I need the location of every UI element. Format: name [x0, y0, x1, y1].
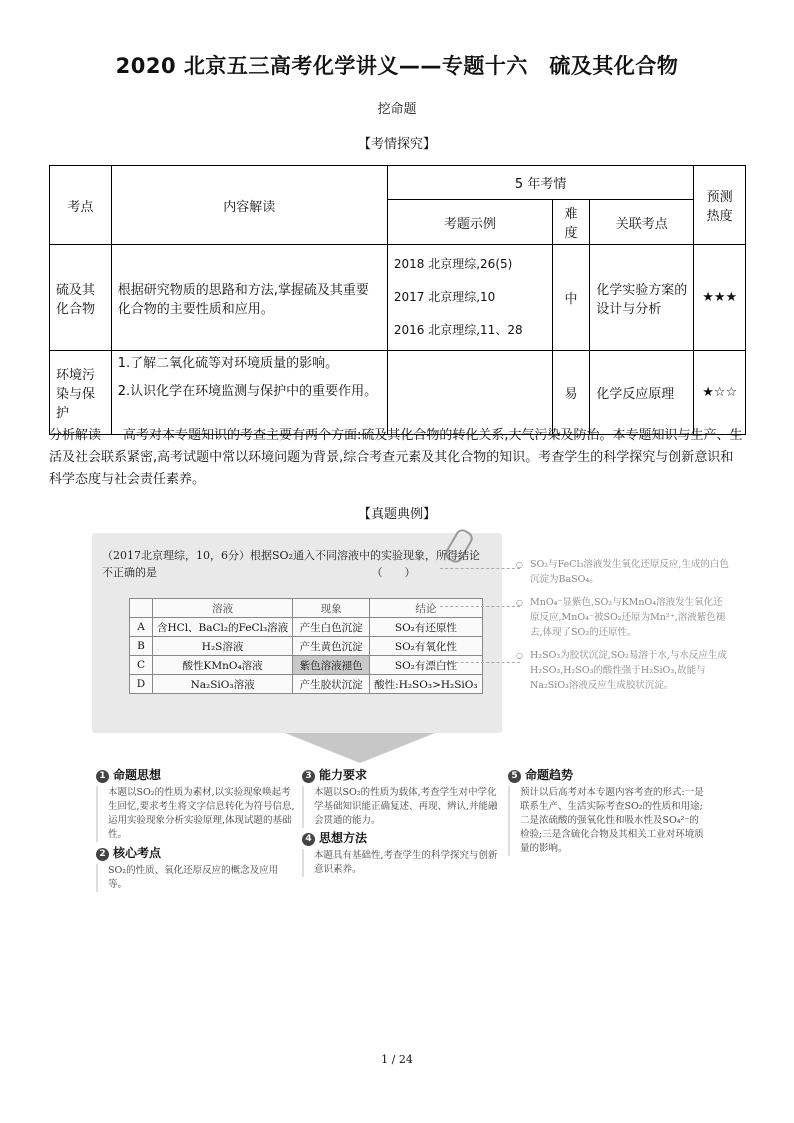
- annotation-note: ○ SO₂与FeCl₃溶液发生氧化还原反应,生成的白色沉淀为BaSO₄。: [520, 557, 730, 587]
- content-cell: 根据研究物质的思路和方法,掌握硫及其重要化合物的主要性质和应用。: [111, 245, 387, 351]
- block-title: 命题思想: [113, 768, 162, 782]
- annotation-note: ○ MnO₄⁻显紫色,SO₂与KMnO₄溶液发生氧化还原反应,MnO₄⁻被SO₂还原为Mn²⁺,溶液紫色褪去,体现了SO₂的还原性。: [520, 595, 730, 640]
- option-phenomenon: 产生黄色沉淀: [293, 637, 370, 656]
- number-badge: 3: [302, 770, 315, 783]
- option-row-d: [130, 675, 483, 694]
- down-arrow-icon: [285, 733, 435, 763]
- option-solution: H₂S溶液: [153, 637, 293, 656]
- header-point: 考点: [50, 166, 112, 245]
- examples-cell: [387, 351, 552, 435]
- block-title: 能力要求: [319, 768, 368, 782]
- block-text: SO₂的性质、氧化还原反应的概念及应用等。: [96, 864, 296, 892]
- option-solution: 酸性KMnO₄溶液: [153, 656, 293, 675]
- example-item: 2017 北京理综,10: [393, 290, 496, 304]
- example-card: [92, 533, 502, 733]
- note-connector: [440, 662, 520, 663]
- table-row: [50, 245, 746, 351]
- difficulty-cell: 中: [552, 245, 589, 351]
- annotation-note: ○ H₂SO₃为胶状沉淀,SO₂易溶于水,与水反应生成H₂SO₃,H₂SO₃的酸性强于H₂SiO₃,故能与Na₂SiO₃溶液反应生成胶状沉淀。: [520, 648, 730, 693]
- opt-header: [130, 599, 153, 618]
- forecast-stars: ★☆☆: [694, 351, 746, 435]
- block-text: 预计以后高考对本专题内容考查的形式:一是联系生产、生活实际考查SO₂的性质和用途;二是浓硫酸的强氧化性和吸水性及SO₄²⁻的检验;三是含硫化合物及其相关工业对环境质量的影响。: [508, 786, 708, 856]
- example-item: 2016 北京理综,11、28: [393, 323, 523, 337]
- subtitle: 挖命题: [377, 102, 417, 117]
- opt-header: 现象: [293, 599, 370, 618]
- number-badge: 2: [96, 848, 109, 861]
- option-row-c: [130, 656, 483, 675]
- table-row: [50, 351, 746, 435]
- example-question: （2017北京理综，10，6分）根据SO₂通入不同溶液中的实验现象，所得结论不正确的是 （ ）: [102, 549, 480, 579]
- header-related: 关联考点: [590, 200, 694, 245]
- option-row-a: [130, 618, 483, 637]
- block-title: 思想方法: [319, 831, 368, 845]
- opt-header: 溶液: [153, 599, 293, 618]
- header-difficulty: 难度: [552, 200, 589, 245]
- block-title: 核心考点: [113, 846, 162, 860]
- option-letter: B: [130, 637, 153, 656]
- header-example: 考题示例: [387, 200, 552, 245]
- page-number: 1 / 24: [381, 1053, 413, 1066]
- document-title: 2020 北京五三高考化学讲义——专题十六 硫及其化合物: [115, 54, 679, 78]
- header-content: 内容解读: [111, 166, 387, 245]
- block-text: 本题以SO₂的性质为载体,考查学生对中学化学基础知识能正确复述、再现、辨认,并能融会贯通的能力。: [302, 786, 498, 828]
- opt-header: 结论: [370, 599, 482, 618]
- examples-cell: [387, 245, 552, 351]
- number-badge: 4: [302, 833, 315, 846]
- analysis-label: 分析解读: [49, 428, 102, 443]
- option-letter: A: [130, 618, 153, 637]
- section-heading-zhenti: 【真题典例】: [357, 507, 436, 522]
- option-solution: 含HCl、BaCl₂的FeCl₃溶液: [153, 618, 293, 637]
- block-title: 命题趋势: [525, 768, 574, 782]
- note-connector: [440, 606, 520, 607]
- example-item: 2018 北京理综,26(5): [393, 257, 513, 271]
- option-phenomenon: 产生白色沉淀: [293, 618, 370, 637]
- point-cell: 硫及其化合物: [50, 245, 112, 351]
- point-cell: 环境污染与保护: [50, 351, 112, 435]
- header-forecast: 预测热度: [694, 166, 746, 245]
- block-mingti-qushi: [508, 768, 708, 856]
- option-letter: D: [130, 675, 153, 694]
- block-text: 本题以SO₂的性质为素材,以实验现象唤起考生回忆,要求考生将文字信息转化为符号信息,运用实验现象分析实验原理,体现试题的基础性。: [96, 786, 296, 842]
- header-5years: 5 年考情: [387, 166, 694, 200]
- option-conclusion: SO₂有氧化性: [370, 637, 482, 656]
- option-phenomenon: 产生胶状沉淀: [293, 675, 370, 694]
- option-phenomenon: 紫色溶液褪色: [293, 656, 370, 675]
- exam-analysis-table: [49, 165, 746, 435]
- block-text: 本题具有基础性,考查学生的科学探究与创新意识素养。: [302, 849, 498, 877]
- forecast-stars: ★★★: [694, 245, 746, 351]
- option-conclusion: SO₂有漂白性: [370, 656, 482, 675]
- number-badge: 5: [508, 770, 521, 783]
- note-connector: [440, 568, 520, 569]
- analysis-text: 高考对本专题知识的考查主要有两个方面:硫及其化合物的转化关系,大气污染及防治。本专题知识与生产、生活及社会联系紧密,高考试题中常以环境问题为背景,综合考查元素及其化合物的知识。考查学生的科学探究与创新意识和科学态度与社会责任素养。: [49, 428, 743, 487]
- options-table: [129, 598, 483, 694]
- annotation-notes: [520, 557, 730, 701]
- option-letter: C: [130, 656, 153, 675]
- section-heading-kaoqing: 【考情探究】: [357, 137, 436, 152]
- content-line: 2.认识化学在环境监测与保护中的重要作用。: [117, 384, 378, 399]
- content-cell: [111, 351, 387, 435]
- option-conclusion: 酸性:H₂SO₃>H₂SiO₃: [370, 675, 482, 694]
- block-hexin-kaodian: [96, 846, 296, 892]
- analysis-paragraph: [49, 425, 746, 491]
- content-line: 1.了解二氧化硫等对环境质量的影响。: [117, 356, 339, 371]
- option-conclusion: SO₂有还原性: [370, 618, 482, 637]
- related-cell: 化学实验方案的设计与分析: [590, 245, 694, 351]
- option-solution: Na₂SiO₃溶液: [153, 675, 293, 694]
- related-cell: 化学反应原理: [590, 351, 694, 435]
- block-nengli-yaoqiu: [302, 768, 498, 828]
- number-badge: 1: [96, 770, 109, 783]
- option-row-b: [130, 637, 483, 656]
- difficulty-cell: 易: [552, 351, 589, 435]
- block-sixiang-fangfa: [302, 831, 498, 877]
- block-mingti-sixiang: [96, 768, 296, 842]
